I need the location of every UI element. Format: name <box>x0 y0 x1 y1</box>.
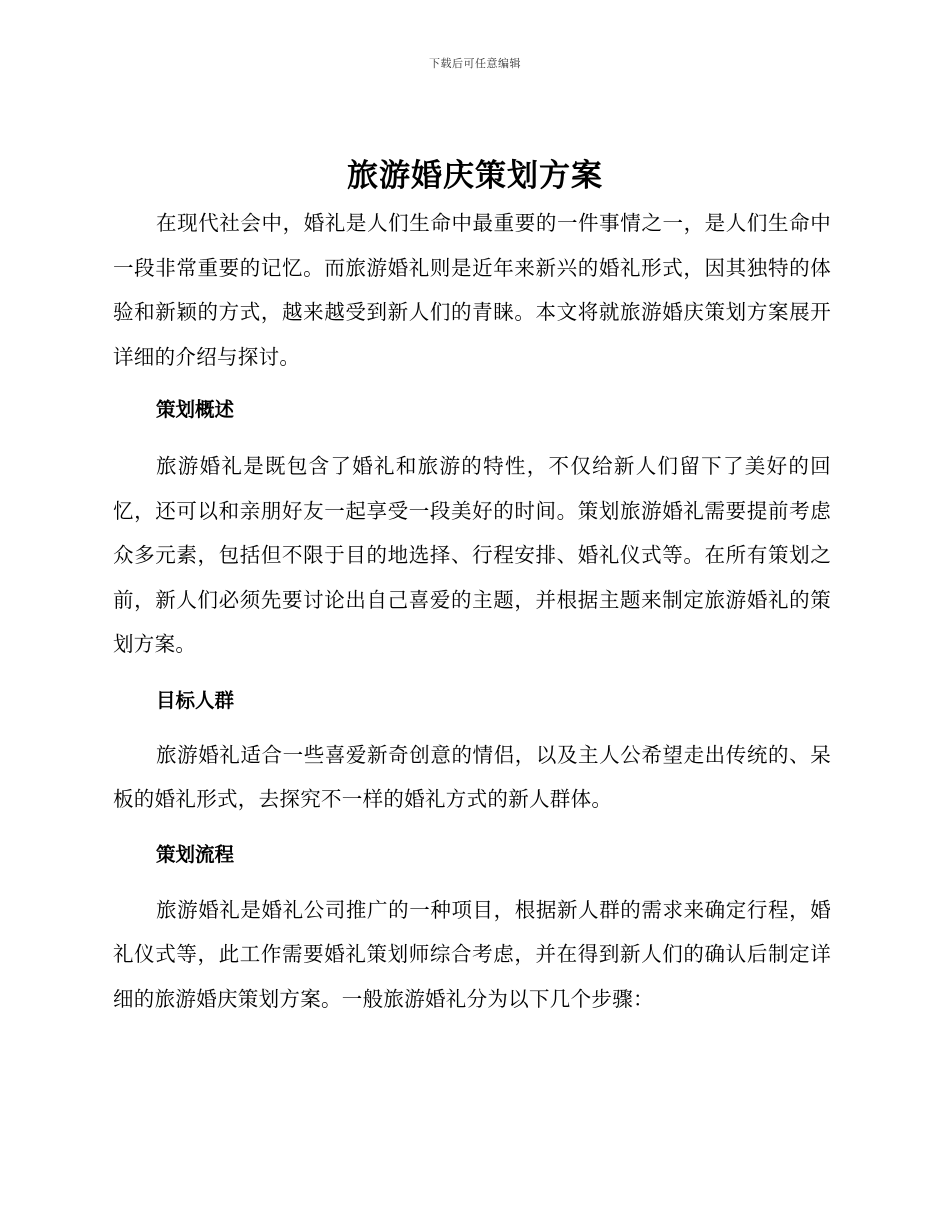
target-audience-paragraph: 旅游婚礼适合一些喜爱新奇创意的情侣，以及主人公希望走出传统的、呆板的婚礼形式，去探究不一样的婚礼方式的新人群体。 <box>113 742 831 811</box>
section-heading-overview: 策划概述 <box>156 398 235 421</box>
process-paragraph: 旅游婚礼是婚礼公司推广的一种项目，根据新人群的需求来确定行程，婚礼仪式等，此工作需要婚礼策划师综合考虑，并在得到新人们的确认后制定详细的旅游婚庆策划方案。一般旅游婚礼分为以下几个步骤： <box>113 897 831 1011</box>
section-heading-process: 策划流程 <box>156 842 235 866</box>
page-header-note: 下载后可任意编辑 <box>429 57 521 70</box>
document-body <box>113 201 831 1021</box>
document-title: 旅游婚庆策划方案 <box>347 158 603 194</box>
section-heading-target-audience: 目标人群 <box>156 688 235 712</box>
intro-paragraph: 在现代社会中，婚礼是人们生命中最重要的一件事情之一，是人们生命中一段非常重要的记忆。而旅游婚礼则是近年来新兴的婚礼形式，因其独特的体验和新颖的方式，越来越受到新人们的青睐。本文将就旅游婚庆策划方案展开详细的介绍与探讨。 <box>113 211 831 369</box>
overview-paragraph: 旅游婚礼是既包含了婚礼和旅游的特性，不仅给新人们留下了美好的回忆，还可以和亲朋好友一起享受一段美好的时间。策划旅游婚礼需要提前考虑众多元素，包括但不限于目的地选择、行程安排、婚礼仪式等。在所有策划之前，新人们必须先要讨论出自己喜爱的主题，并根据主题来制定旅游婚礼的策划方案。 <box>113 454 831 656</box>
